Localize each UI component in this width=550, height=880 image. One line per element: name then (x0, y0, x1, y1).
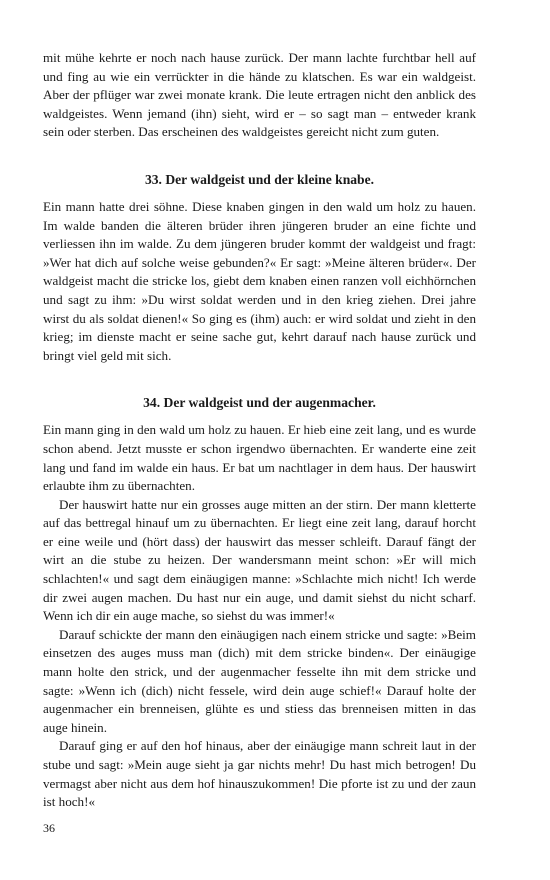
story-34-paragraph-2: Der hauswirt hatte nur ein grosses auge mitten an der stirn. Der mann kletterte auf das bettregal hinauf um zu übernachten. Er liegt eine zeit lang, darauf horcht er eine weile und (hört dass) der hauswirt das messer schleift. Darauf fängt der wirt an die stube zu heizen. Der wandersmann meint schon: »Er will mich schlachten!« und sagt dem einäugigen manne: »Schlachte mich nicht! Ich werde dir zwei augen machen. Du hast nur ein auge, und damit siehst du nicht scharf. Wenn ich dir ein auge mache, so siehst du was immer!« (43, 496, 476, 624)
page-number: 36 (43, 821, 55, 835)
story-34-heading: 34. Der waldgeist und der augenmacher. (143, 395, 376, 411)
story-33-paragraph: Ein mann hatte drei söhne. Diese knaben gingen in den wald um holz zu hauen. Im walde banden die älteren brüder ihren jüngeren bruder an eine fichte und verliessen ihn im walde. Zu dem jüngeren bruder kommt der waldgeist und fragt: »Wer hat dich auf solche weise gebunden?« Er sagt: »Meine älteren brüder«. Der waldgeist macht die stricke los, giebt dem knaben einen ranzen voll eichhörnchen und sagt zu ihm: »Du wirst soldat werden und in den krieg ziehen. Drei jahre wirst du als soldat dienen!« So ging es (ihm) auch: er wird soldat und zieht in den krieg; im dienste macht er seine sache gut, kehrt darauf nach hause zurück und bringt viel geld mit sich. (43, 198, 476, 363)
story-34-paragraph-1: Ein mann ging in den wald um holz zu hauen. Er hieb eine zeit lang, und es wurde schon abend. Jetzt musste er schon irgendwo übernachten. Er wanderte eine zeit lang und fand im walde ein haus. Er bat um nachtlager in dem haus. Der hauswirt erlaubte ihm zu übernachten. (43, 422, 476, 494)
story-33-heading: 33. Der waldgeist und der kleine knabe. (144, 171, 375, 187)
story-34-paragraph-3: Darauf schickte der mann den einäugigen nach einem stricke und sagte: »Beim einsetzen des auges muss man (dich) mit dem stricke binden«. Der einäugige mann holte den strick, und der augenmacher fesselte ihn mit dem stricke und sagte: »Wenn ich (dich) nicht fessele, wird dein auge schief!« Darauf holte der augenmacher ein brenneisen, glühte es und stiess das brenneisen mitten in das auge hinein. (43, 626, 476, 735)
book-page (43, 49, 476, 812)
story-34-paragraph-4: Darauf ging er auf den hof hinaus, aber der einäugige mann schreit laut in der stube und sagt: »Mein auge sieht ja gar nichts mehr! Du hast mich betrogen! Du vermagst aber nicht aus dem hof hinauszukommen! Die pforte ist zu und der zaun ist hoch!« (43, 738, 476, 810)
intro-paragraph: mit mühe kehrte er noch nach hause zurück. Der mann lachte furchtbar hell auf und fing au wie ein verrückter in die hände zu klatschen. Es war ein waldgeist. Aber der pflüger war zwei monate krank. Die leute ertragen nicht den anblick des waldgeistes. Wenn jemand (ihn) sieht, wird er – so sagt man – entweder krank sein oder sterben. Das erscheinen des waldgeistes gereicht nicht zum guten. (43, 50, 476, 140)
